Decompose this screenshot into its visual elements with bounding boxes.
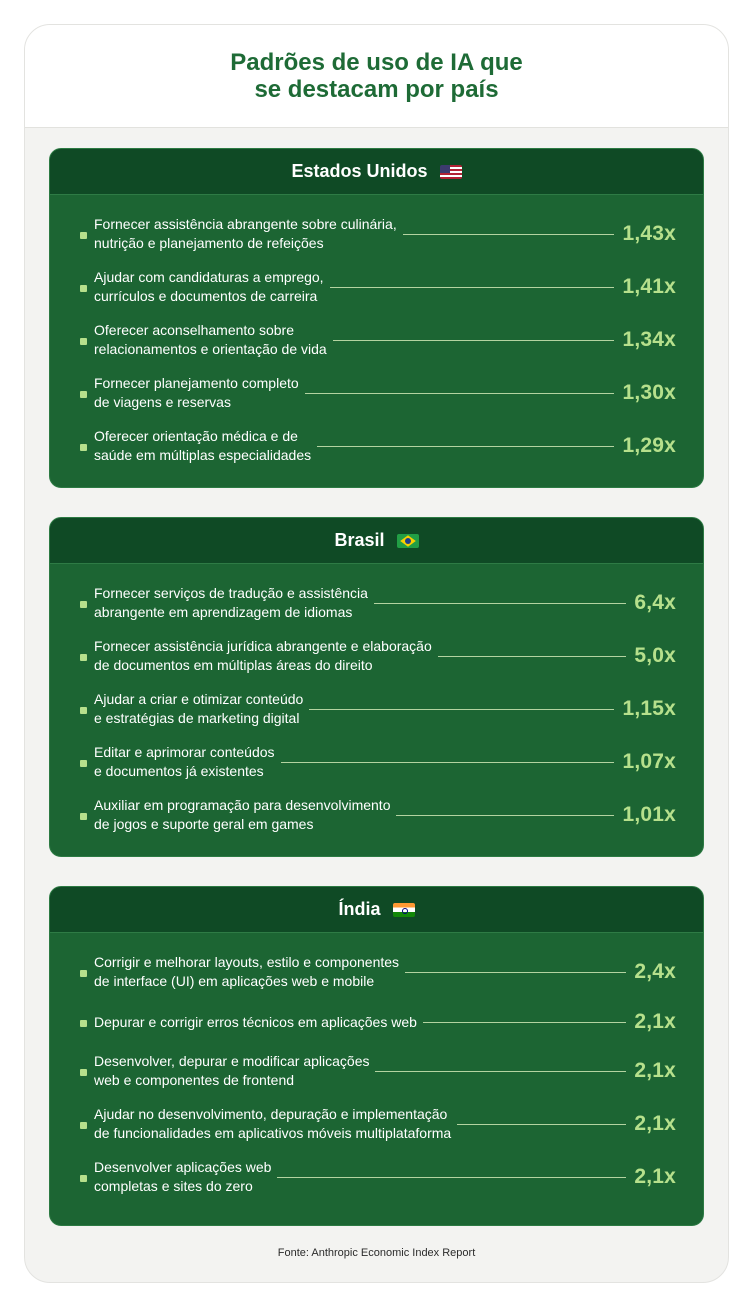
list-item — [80, 1049, 676, 1093]
item-label — [94, 584, 368, 622]
item-label-line-1: Oferecer orientação médica e de — [94, 428, 298, 444]
infographic-card — [24, 24, 729, 1283]
item-label — [94, 743, 275, 781]
item-label-line-2: currículos e documentos de carreira — [94, 288, 318, 304]
us-flag-icon — [440, 165, 462, 179]
item-label-line-1: Ajudar a criar e otimizar conteúdo — [94, 691, 304, 707]
bullet-icon — [80, 760, 87, 767]
item-label-line-1: Fornecer planejamento completo — [94, 375, 299, 391]
leader-line — [277, 1177, 626, 1178]
item-label-line-1: Auxiliar em programação para desenvolvimento — [94, 797, 391, 813]
item-label-line-2: nutrição e planejamento de refeições — [94, 235, 324, 251]
bullet-icon — [80, 813, 87, 820]
bullet-icon — [80, 338, 87, 345]
leader-line — [438, 656, 627, 657]
section-header — [50, 887, 703, 933]
leader-line — [375, 1071, 626, 1072]
list-item — [80, 371, 676, 415]
brazil-flag-icon — [397, 534, 419, 548]
item-label-line-2: de viagens e reservas — [94, 394, 231, 410]
header — [25, 25, 728, 128]
item-label — [94, 268, 324, 306]
leader-line — [423, 1022, 626, 1023]
item-value: 1,41x — [622, 275, 676, 298]
item-label-line-1: Desenvolver aplicações web — [94, 1159, 272, 1175]
item-label-line-1: Ajudar no desenvolvimento, depuração e implementação — [94, 1106, 448, 1122]
item-label-line-2: abrangente em aprendizagem de idiomas — [94, 604, 353, 620]
item-label-line-2: de documentos em múltiplas áreas do direito — [94, 657, 373, 673]
item-value: 1,30x — [622, 381, 676, 404]
item-value: 2,1x — [634, 1059, 676, 1082]
bullet-icon — [80, 970, 87, 977]
list-item — [80, 424, 676, 468]
list-item — [80, 1155, 676, 1199]
item-label — [94, 1158, 271, 1196]
bullet-icon — [80, 1020, 87, 1027]
item-label-line-1: Fornecer assistência jurídica abrangente e elaboração — [94, 638, 432, 654]
item-value: 5,0x — [634, 644, 676, 667]
bullet-icon — [80, 1069, 87, 1076]
item-label-line-1: Depurar e corrigir erros técnicos em aplicações web — [94, 1013, 417, 1030]
item-label-line-2: de jogos e suporte geral em games — [94, 816, 314, 832]
list-item — [80, 318, 676, 362]
section-panel-us — [49, 148, 704, 488]
item-value: 2,4x — [634, 960, 676, 983]
item-label — [94, 1105, 451, 1143]
leader-line — [281, 762, 615, 763]
section-title: Estados Unidos — [291, 161, 428, 181]
list-item — [80, 1102, 676, 1146]
item-label-line-1: Ajudar com candidaturas a emprego, — [94, 269, 324, 285]
leader-line — [309, 709, 614, 710]
india-flag-icon — [393, 903, 415, 917]
item-label — [94, 374, 299, 412]
item-label-line-1: Fornecer assistência abrangente sobre culinária, — [94, 216, 397, 232]
bullet-icon — [80, 1175, 87, 1182]
section-title: Índia — [338, 899, 381, 919]
item-label — [94, 215, 397, 253]
title-line-2: se destacam por país — [254, 76, 499, 103]
leader-line — [403, 234, 615, 235]
section-header — [50, 518, 703, 564]
item-label-line-1: Desenvolver, depurar e modificar aplicações — [94, 1053, 370, 1069]
bullet-icon — [80, 654, 87, 661]
item-value: 2,1x — [634, 1165, 676, 1188]
item-label-line-2: de funcionalidades em aplicativos móveis multiplataforma — [94, 1125, 452, 1141]
section-panel-brazil — [49, 517, 704, 857]
item-label-line-2: e estratégias de marketing digital — [94, 710, 300, 726]
section-header — [50, 149, 703, 195]
item-label — [94, 690, 303, 728]
list-item — [80, 581, 676, 625]
item-value: 1,34x — [622, 328, 676, 351]
item-value: 1,43x — [622, 222, 676, 245]
item-value: 1,01x — [622, 803, 676, 826]
item-label — [94, 953, 399, 991]
list-item — [80, 265, 676, 309]
item-value: 1,07x — [622, 750, 676, 773]
item-label-line-1: Oferecer aconselhamento sobre — [94, 322, 294, 338]
item-label-line-1: Editar e aprimorar conteúdos — [94, 744, 275, 760]
list-item — [80, 212, 676, 256]
item-label-line-2: e documentos já existentes — [94, 763, 264, 779]
leader-line — [457, 1124, 626, 1125]
list-item — [80, 1000, 676, 1044]
leader-line — [396, 815, 614, 816]
item-label-line-2: saúde em múltiplas especialidades — [94, 447, 312, 463]
bullet-icon — [80, 1122, 87, 1129]
leader-line — [317, 446, 614, 447]
bullet-icon — [80, 601, 87, 608]
item-label-line-2: completas e sites do zero — [94, 1178, 253, 1194]
list-item — [80, 687, 676, 731]
item-label — [94, 321, 327, 359]
bullet-icon — [80, 707, 87, 714]
leader-line — [374, 603, 626, 604]
item-label — [94, 1052, 369, 1090]
item-value: 1,15x — [622, 697, 676, 720]
bullet-icon — [80, 285, 87, 292]
section-panel-india — [49, 886, 704, 1226]
item-value: 1,29x — [622, 434, 676, 457]
item-label — [94, 427, 311, 465]
item-value: 2,1x — [634, 1010, 676, 1033]
leader-line — [333, 340, 615, 341]
list-item — [80, 793, 676, 837]
item-label-line-1: Fornecer serviços de tradução e assistência — [94, 585, 368, 601]
leader-line — [305, 393, 615, 394]
item-label — [94, 796, 390, 834]
item-label-line-2: de interface (UI) em aplicações web e mobile — [94, 973, 375, 989]
item-label — [94, 1013, 417, 1032]
list-item — [80, 634, 676, 678]
page-title — [25, 49, 728, 103]
item-label-line-2: web e componentes de frontend — [94, 1072, 295, 1088]
section-title: Brasil — [334, 530, 385, 550]
item-value: 2,1x — [634, 1112, 676, 1135]
item-label-line-1: Corrigir e melhorar layouts, estilo e componentes — [94, 954, 400, 970]
list-item — [80, 950, 676, 994]
leader-line — [405, 972, 626, 973]
bullet-icon — [80, 391, 87, 398]
bullet-icon — [80, 444, 87, 451]
item-label-line-2: relacionamentos e orientação de vida — [94, 341, 327, 357]
source-note: Fonte: Anthropic Economic Index Report — [277, 1247, 476, 1259]
item-label — [94, 637, 432, 675]
title-line-1: Padrões de uso de IA que — [230, 49, 523, 76]
list-item — [80, 740, 676, 784]
leader-line — [330, 287, 615, 288]
item-value: 6,4x — [634, 591, 676, 614]
bullet-icon — [80, 232, 87, 239]
